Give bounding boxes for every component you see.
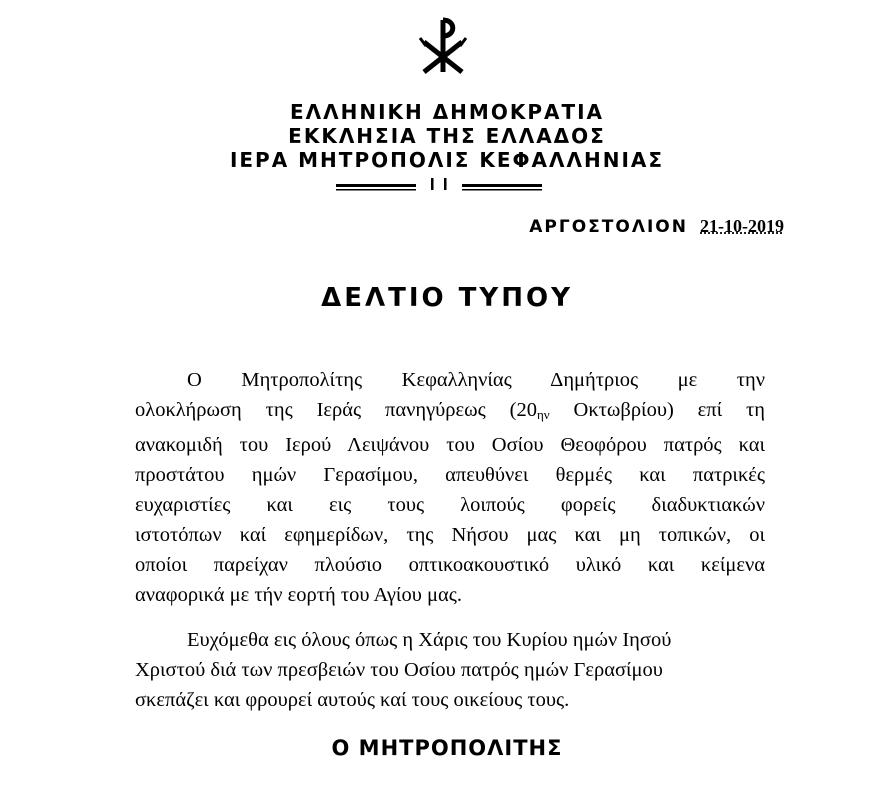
paragraph-line: ολοκλήρωση της Ιεράς πανηγύρεως ($20_{\eta\nu}$ Οκτωβρίου) επί τη [135, 399, 765, 422]
header-state: ΕΛΛΗΝΙΚΗ ΔΗΜΟΚΡΑΤΙΑ [289, 100, 605, 124]
place-date [529, 216, 784, 237]
header-divider [336, 178, 542, 192]
paragraph-line: Ευχόμεθα εις όλους όπως η Χάρις του Κυρίου ημών Ιησού [187, 629, 672, 651]
header-metropolis: ΙΕΡΑ ΜΗΤΡΟΠΟΛΙΣ ΚΕΦΑΛΛΗΝΙΑΣ [229, 148, 665, 172]
signature-title: Ο ΜΗΤΡΟΠΟΛΙΤΗΣ [331, 736, 563, 760]
header-church: ΕΚΚΛΗΣΙΑ ΤΗΣ ΕΛΛΑΔΟΣ [288, 124, 606, 148]
paragraph-line: Ο Μητροπολίτης Κεφαλληνίας Δημήτριος με την [187, 369, 765, 391]
paragraph-line: ευχαριστίες και εις τους λοιπούς φορείς διαδυκτιακών [135, 494, 765, 516]
paragraph-line: σκεπάζει και φρουρεί αυτούς καί τους οικείους τους. [135, 689, 570, 711]
paragraph-blessing [135, 625, 765, 715]
paragraph-thanks [135, 365, 765, 610]
chi-rho-icon [416, 16, 470, 74]
paragraph-line: αναφορικά με τήν εορτή του Αγίου μας. [135, 584, 462, 606]
document-date: 21-10-2019 [700, 216, 784, 236]
document-title: ΔΕΛΤΙΟ ΤΥΠΟΥ [321, 283, 573, 313]
place-name: ΑΡΓΟΣΤΟΛΙΟΝ [529, 217, 688, 237]
paragraph-line: ανακομιδή του Ιερού Λειψάνου του Οσίου Θεοφόρου πατρός και [135, 434, 765, 456]
paragraph-line: Χριστού διά των πρεσβειών του Οσίου πατρός ημών Γερασίμου [135, 659, 663, 681]
paragraph-line: προστάτου ημών Γερασίμου, απευθύνει θερμές και πατρικές [135, 464, 765, 486]
paragraph-line: ιστοτόπων καί εφημερίδων, της Νήσου μας και μη τοπικών, οι [135, 524, 765, 546]
paragraph-line: οποίοι παρείχαν πλούσιο οπτικοακουστικό υλικό και κείμενα [135, 554, 765, 576]
